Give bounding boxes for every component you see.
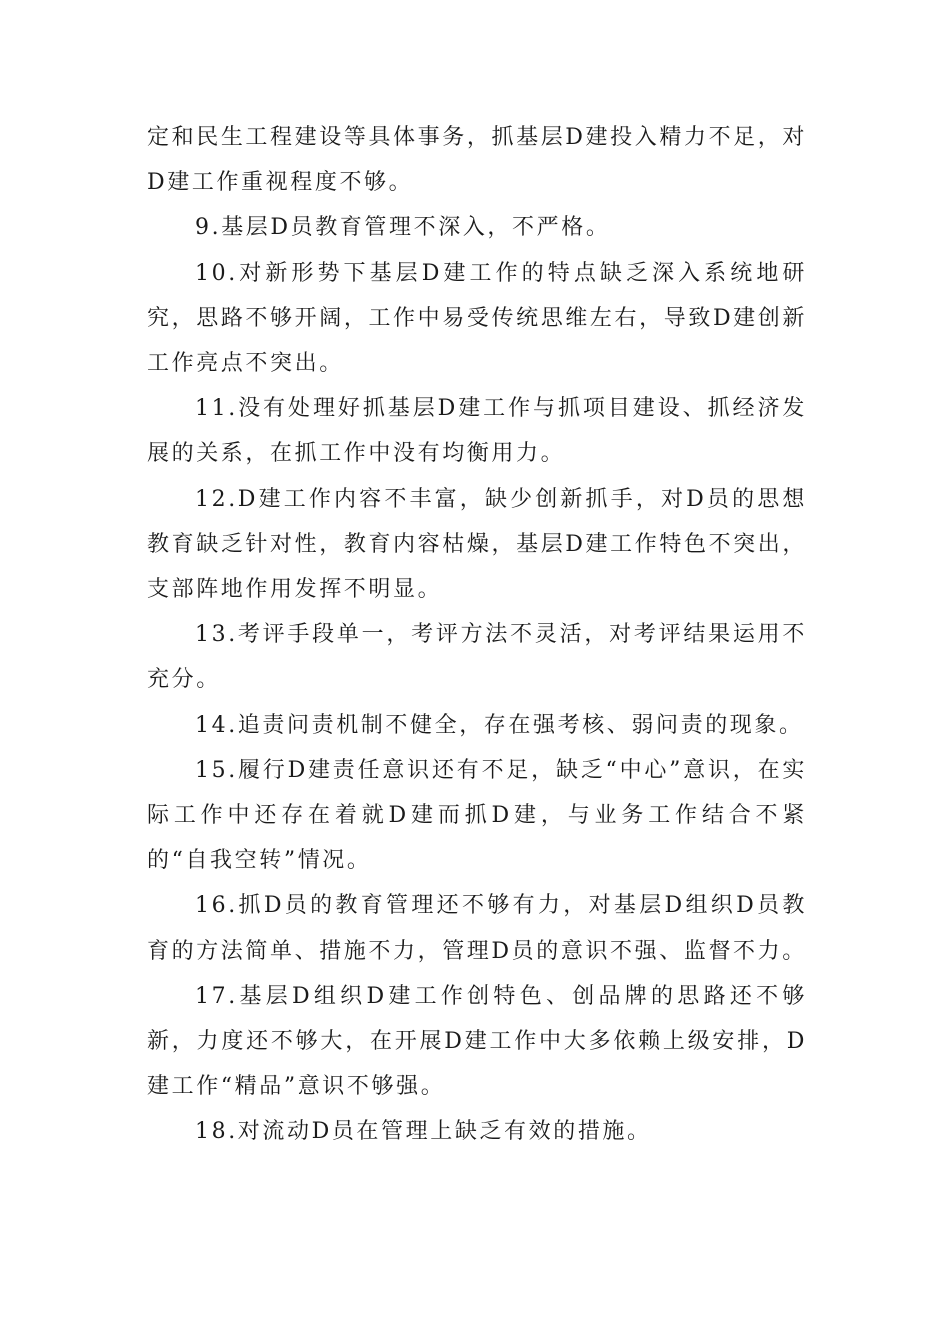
paragraph-item-15: 15.履行D建责任意识还有不足，缺乏“中心”意识，在实际工作中还存在着就D建而抓D建，与业务工作结合不紧的“自我空转”情况。 (147, 757, 807, 874)
paragraph-item-9: 9.基层D员教育管理不深入，不严格。 (195, 215, 611, 241)
paragraph-item-16: 16.抓D员的教育管理还不够有力，对基层D组织D员教育的方法简单、措施不力，管理D员的意识不强、监督不力。 (147, 893, 807, 964)
paragraph-item-13: 13.考评手段单一，考评方法不灵活，对考评结果运用不充分。 (147, 622, 807, 693)
paragraph-continuation: 定和民生工程建设等具体事务，抓基层D建投入精力不足，对D建工作重视程度不够。 (147, 125, 807, 196)
paragraph-item-10: 10.对新形势下基层D建工作的特点缺乏深入系统地研究，思路不够开阔，工作中易受传统思维左右，导致D建创新工作亮点不突出。 (147, 260, 807, 377)
paragraph-item-11: 11.没有处理好抓基层D建工作与抓项目建设、抓经济发展的关系，在抓工作中没有均衡用力。 (147, 396, 807, 467)
paragraph-item-18: 18.对流动D员在管理上缺乏有效的措施。 (195, 1119, 652, 1145)
document-body (147, 115, 807, 1155)
paragraph-item-14: 14.追责问责机制不健全，存在强考核、弱问责的现象。 (195, 712, 804, 738)
paragraph-item-12: 12.D建工作内容不丰富，缺少创新抓手，对D员的思想教育缺乏针对性，教育内容枯燥，基层D建工作特色不突出，支部阵地作用发挥不明显。 (147, 486, 807, 603)
paragraph-item-17: 17.基层D组织D建工作创特色、创品牌的思路还不够新，力度还不够大，在开展D建工作中大多依赖上级安排，D建工作“精品”意识不够强。 (147, 983, 807, 1100)
